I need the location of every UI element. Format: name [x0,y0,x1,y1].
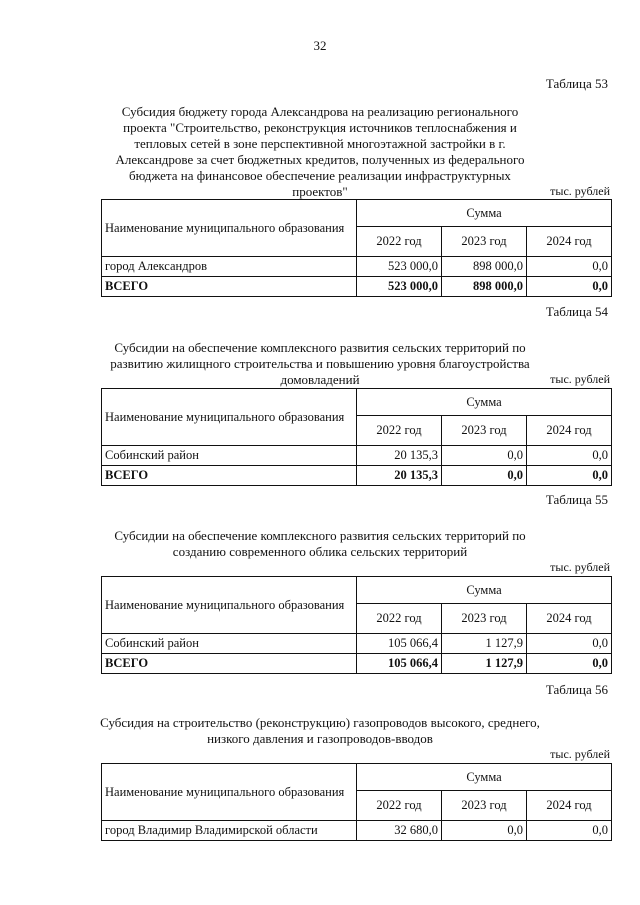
row-value: 898 000,0 [442,257,527,277]
total-value: 0,0 [442,466,527,486]
table-label: Таблица 56 [545,682,608,697]
units-label: тыс. рублей [550,372,610,386]
table-row [102,257,612,277]
table-title: Субсидии на обеспечение комплексного развития сельских территорий по созданию современного облика сельских территорий [114,528,526,559]
total-name: ВСЕГО [102,277,357,297]
row-name: Собинский район [102,634,357,654]
row-value: 523 000,0 [357,257,442,277]
table-row [102,821,612,841]
header-year: 2023 год [442,227,527,257]
subsidy-table [101,576,612,674]
table-title: Субсидии на обеспечение комплексного развития сельских территорий по развитию жилищного строительства и повышению уровня благоустройства домовладений [110,340,530,387]
header-sum: Сумма [357,389,612,416]
row-value: 20 135,3 [357,446,442,466]
header-sum: Сумма [357,577,612,604]
total-name: ВСЕГО [102,654,357,674]
table-label: Таблица 55 [545,492,608,507]
header-name: Наименование муниципального образования [102,764,357,821]
row-name: город Владимир Владимирской области [102,821,357,841]
row-value: 0,0 [527,257,612,277]
header-year: 2024 год [527,227,612,257]
row-value: 0,0 [527,634,612,654]
header-year: 2022 год [357,227,442,257]
header-name: Наименование муниципального образования [102,200,357,257]
row-name: город Александров [102,257,357,277]
total-name: ВСЕГО [102,466,357,486]
subsidy-table [101,763,612,841]
header-sum: Сумма [357,764,612,791]
header-year: 2024 год [527,791,612,821]
header-year: 2023 год [442,604,527,634]
table-label: Таблица 53 [545,76,608,91]
units-label: тыс. рублей [550,747,610,761]
row-value: 1 127,9 [442,634,527,654]
table-row [102,634,612,654]
total-value: 20 135,3 [357,466,442,486]
total-value: 0,0 [527,277,612,297]
subsidy-table [101,388,612,486]
table-label: Таблица 54 [545,304,608,319]
total-value: 0,0 [527,654,612,674]
table-title: Субсидия бюджету города Александрова на реализацию регионального проекта "Строительство, реконструкция источников теплоснабжения и тепловых сетей в зоне перспективной многоэтажной застройки в г. Александрове за счет бюджетных кредитов, полученных из федерального бюджета на финансовое обеспечение реализации инфраструктурных проектов" [115,104,525,199]
header-sum: Сумма [357,200,612,227]
header-name: Наименование муниципального образования [102,389,357,446]
header-year: 2024 год [527,604,612,634]
units-label: тыс. рублей [550,184,610,198]
row-value: 0,0 [527,821,612,841]
row-value: 105 066,4 [357,634,442,654]
total-value: 898 000,0 [442,277,527,297]
header-year: 2022 год [357,791,442,821]
row-value: 0,0 [442,821,527,841]
page-number: 32 [313,38,327,53]
header-year: 2024 год [527,416,612,446]
total-value: 523 000,0 [357,277,442,297]
table-title: Субсидия на строительство (реконструкцию) газопроводов высокого, среднего, низкого давления и газопроводов-вводов [100,715,540,746]
header-year: 2023 год [442,416,527,446]
header-year: 2022 год [357,604,442,634]
row-value: 0,0 [442,446,527,466]
header-name: Наименование муниципального образования [102,577,357,634]
total-value: 1 127,9 [442,654,527,674]
total-row [102,654,612,674]
units-label: тыс. рублей [550,560,610,574]
total-value: 0,0 [527,466,612,486]
total-row [102,277,612,297]
row-value: 32 680,0 [357,821,442,841]
row-value: 0,0 [527,446,612,466]
header-year: 2023 год [442,791,527,821]
row-name: Собинский район [102,446,357,466]
total-row [102,466,612,486]
subsidy-table [101,199,612,297]
header-year: 2022 год [357,416,442,446]
table-row [102,446,612,466]
total-value: 105 066,4 [357,654,442,674]
